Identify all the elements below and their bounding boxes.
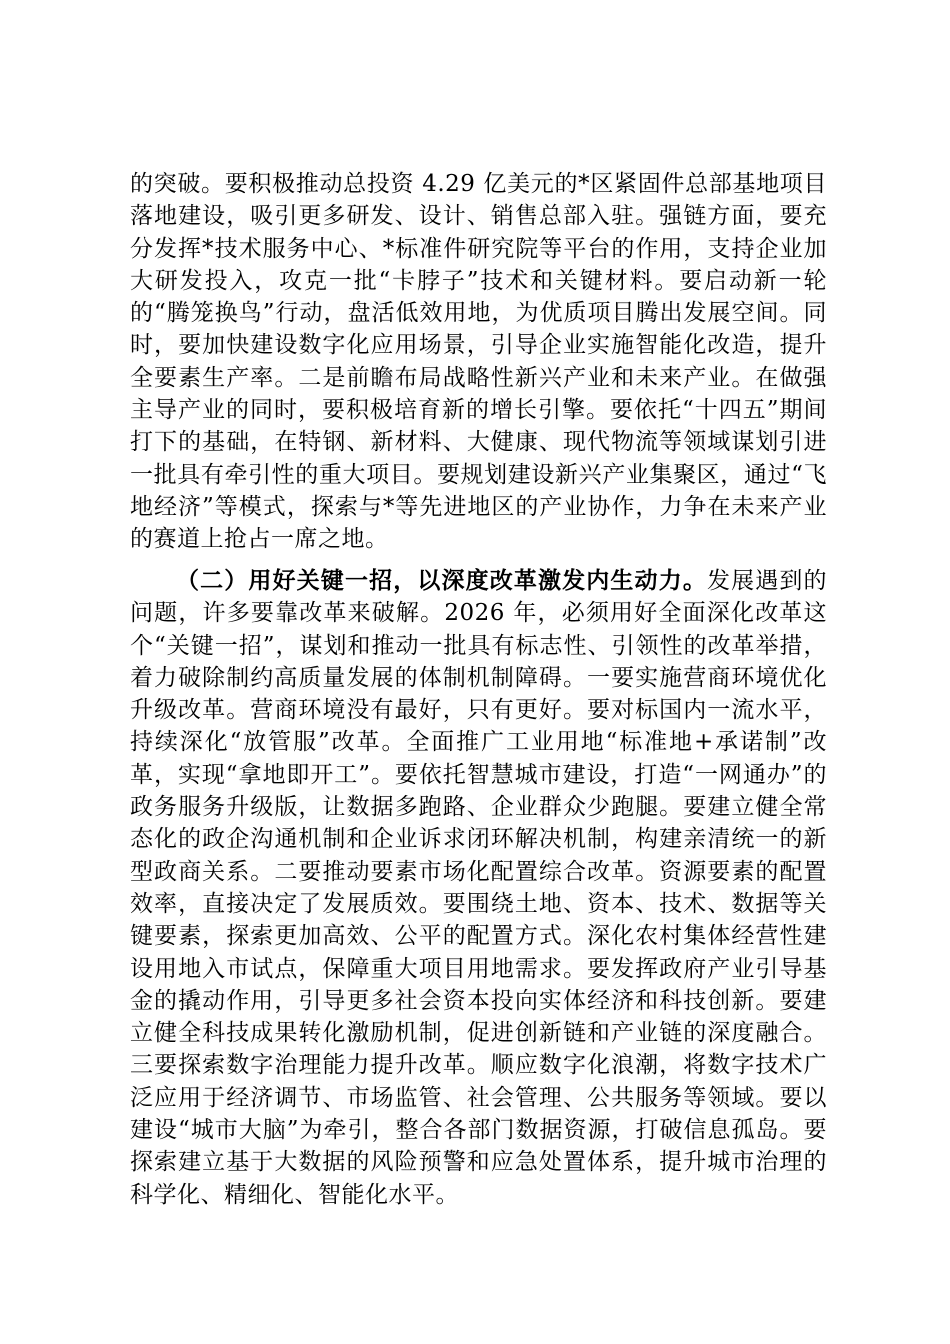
- section-body: 发展遇到的问题，许多要靠改革来破解。2026 年，必须用好全面深化改革这个“关键一招”，谋划和推动一批具有标志性、引领性的改革举措，着力破除制约高质量发展的体制机制障碍。一要实施营商环境优化升级改革。营商环境没有最好，只有更好。要对标国内一流水平，持续深化“放管服”改革。全面推广工业用地“标准地+承诺制”改革，实现“拿地即开工”。要依托智慧城市建设，打造“一网通办”的政务服务升级版，让数据多跑路、企业群众少跑腿。要建立健全常态化的政企沟通机制和企业诉求闭环解决机制，构建亲清统一的新型政商关系。二要推动要素市场化配置综合改革。资源要素的配置效率，直接决定了发展质效。要围绕土地、资本、技术、数据等关键要素，探索更加高效、公平的配置方式。深化农村集体经营性建设用地入市试点，保障重大项目用地需求。要发挥政府产业引导基金的撬动作用，引导更多社会资本投向实体经济和科技创新。要建立健全科技成果转化激励机制，促进创新链和产业链的深度融合。三要探索数字治理能力提升改革。顺应数字化浪潮，将数字技术广泛应用于经济调节、市场监管、社会管理、公共服务等领域。要以建设“城市大脑”为牵引，整合各部门数据资源，打破信息孤岛。要探索建立基于大数据的风险预警和应急处置体系，提升城市治理的科学化、精细化、智能化水平。: [130, 568, 828, 1208]
- body-paragraph-continued: 的突破。要积极推动总投资 4.29 亿美元的*区紧固件总部基地项目落地建设，吸引更多研发、设计、销售总部入驻。强链方面，要充分发挥*技术服务中心、*标准件研究院等平台的作用，支持企业加大研发投入，攻克一批“卡脖子”技术和关键材料。要启动新一轮的“腾笼换鸟”行动，盘活低效用地，为优质项目腾出发展空间。同时，要加快建设数字化应用场景，引导企业实施智能化改造，提升全要素生产率。二是前瞻布局战略性新兴产业和未来产业。在做强主导产业的同时，要积极培育新的增长引擎。要依托“十四五”期间打下的基础，在特钢、新材料、大健康、现代物流等领域谋划引进一批具有牵引性的重大项目。要规划建设新兴产业集聚区，通过“飞地经济”等模式，探索与*等先进地区的产业协作，力争在未来产业的赛道上抢占一席之地。: [130, 171, 827, 553]
- section-paragraph-two: [130, 565, 827, 1211]
- section-heading: （二）用好关键一招，以深度改革激发内生动力。: [176, 567, 707, 594]
